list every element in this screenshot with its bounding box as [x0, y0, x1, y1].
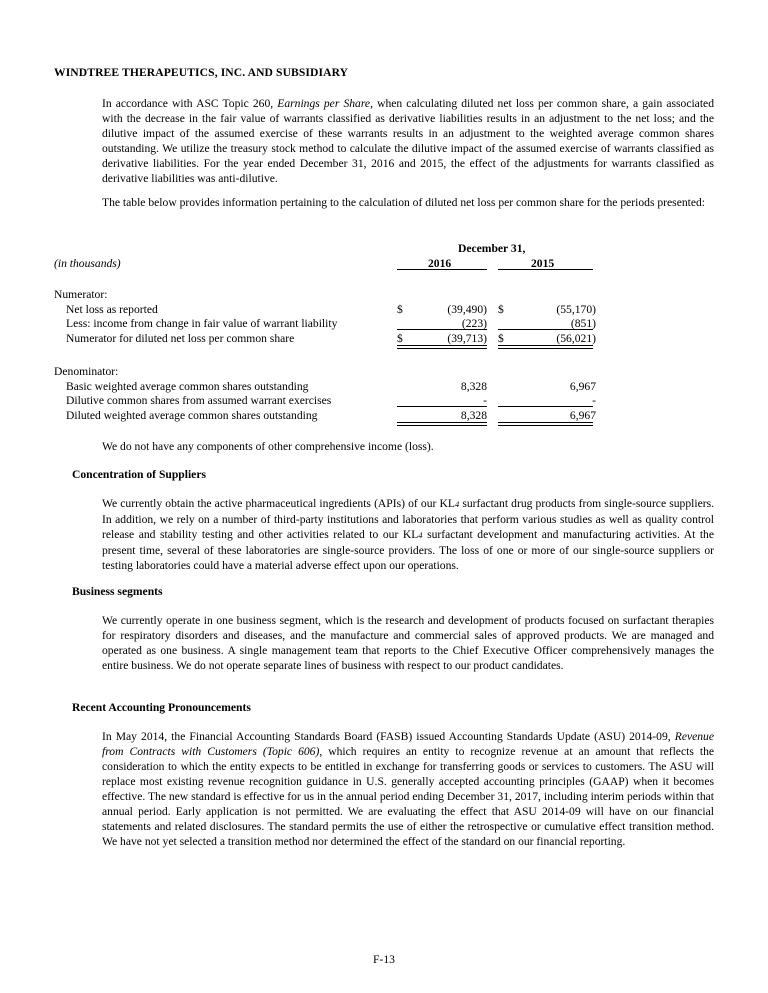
kl4-subscript: 4: [418, 530, 423, 540]
value-2015: (56,021): [556, 332, 596, 345]
suppliers-text-cont: surfactant drug products from single-source suppliers. In addition, we rely on a number of third-party institutions and laboratories that perform various studies as well as quality control release and stability testing and other activities related to our KL: [102, 497, 714, 541]
value-2015: (55,170): [556, 303, 596, 316]
total-double-line: [498, 345, 593, 349]
row-label: Diluted weighted average common shares outstanding: [66, 409, 318, 422]
row-label: Numerator for diluted net loss per common share: [66, 332, 295, 345]
total-double-line: [498, 422, 593, 426]
col-2015-header: 2015: [531, 257, 555, 270]
col-2016-underline: [397, 269, 487, 270]
total-double-line: [397, 422, 487, 426]
subtotal-line: [397, 406, 487, 407]
col-2016-header: 2016: [428, 257, 452, 270]
eps-paragraph-text: In accordance with ASC Topic 260,: [102, 97, 278, 110]
value-2015: -: [592, 394, 596, 407]
value-2016: (39,490): [447, 303, 487, 316]
suppliers-paragraph: [102, 496, 714, 573]
eps-paragraph-text-cont: when calculating diluted net loss per common share, a gain associated with the decrease in the fair value of warrants classified as derivative liabilities results in an adjustment to the net loss; and the dilutive impact of the assumed exercise of these warrants results in an adjustment to the weighted average common shares outstanding. We utilize the treasury stock method to calculate the dilutive impact of the assumed exercise of warrants classified as derivative liabilities. For the year ended December 31, 2016 and 2015, the effect of the adjustments for warrants classified as derivative liabilities was anti-dilutive.: [102, 97, 714, 185]
total-double-line: [397, 345, 487, 349]
currency-sign: $: [498, 303, 504, 316]
subtotal-line: [498, 329, 593, 330]
pronouncements-heading: Recent Accounting Pronouncements: [72, 701, 251, 714]
value-2016: 8,328: [460, 409, 487, 422]
period-header: December 31,: [458, 242, 526, 255]
subtotal-line: [397, 329, 487, 330]
table-intro-paragraph: The table below provides information pertaining to the calculation of diluted net loss per common share for the periods presented:: [102, 196, 706, 209]
pronouncements-text-cont: , which requires an entity to recognize revenue at an amount that reflects the consideration to which the entity expects to be entitled in exchange for transferring goods or services to customers. The ASU will replace most existing revenue recognition guidance in U.S. generally accepted accounting principles (GAAP) when it becomes effective. The new standard is effective for us in the annual period ending December 31, 2017, including interim periods within that annual period. Early application is not permitted. We are evaluating the effect that ASU 2014-09 will have on our financial statements and related disclosures. The standard permits the use of either the retrospective or cumulative effect transition method. We have not yet selected a transition method nor determined the effect of the standard on our financial reporting.: [102, 745, 715, 848]
segments-heading: Business segments: [72, 585, 163, 598]
comprehensive-income-paragraph: We do not have any components of other comprehensive income (loss).: [102, 440, 434, 453]
page-number: F-13: [373, 953, 395, 966]
value-2015: 6,967: [569, 409, 596, 422]
value-2016: 8,328: [460, 380, 487, 393]
subtotal-line: [498, 406, 593, 407]
denominator-label: Denominator:: [54, 365, 119, 378]
currency-sign: $: [498, 332, 504, 345]
currency-sign: $: [397, 303, 403, 316]
suppliers-text: We currently obtain the active pharmaceutical ingredients (APIs) of our KL: [102, 497, 455, 510]
topic-606-italic: Revenue from Contracts with Customers (Topic 606): [102, 730, 714, 758]
eps-topic-italic: Earnings per Share,: [277, 97, 373, 110]
value-2015: (851): [570, 317, 596, 330]
row-label: Net loss as reported: [66, 303, 158, 316]
numerator-label: Numerator:: [54, 288, 108, 301]
segments-paragraph: We currently operate in one business segment, which is the research and development of products focused on surfactant therapies for respiratory disorders and diseases, and the manufacture and commercial sales of approved products. We are managed and operated as one business. A single management team that reports to the Chief Executive Officer comprehensively manages the entire business. We do not operate separate lines of business with respect to our product candidates.: [102, 614, 714, 672]
pronouncements-text: In May 2014, the Financial Accounting Standards Board (FASB) issued Accounting Standards Update (ASU) 2014-09,: [102, 730, 675, 743]
col-2015-underline: [498, 269, 593, 270]
company-heading: WINDTREE THERAPEUTICS, INC. AND SUBSIDIARY: [54, 66, 349, 79]
row-label: Less: income from change in fair value of warrant liability: [66, 317, 338, 330]
currency-sign: $: [397, 332, 403, 345]
kl4-subscript: 4: [454, 499, 460, 509]
value-2016: (223): [461, 317, 487, 330]
units-label: (in thousands): [54, 257, 121, 270]
value-2016: (39,713): [447, 332, 487, 345]
pronouncements-paragraph: [102, 729, 714, 849]
value-2016: -: [483, 394, 487, 407]
row-label: Dilutive common shares from assumed warrant exercises: [66, 394, 332, 407]
eps-paragraph: [102, 96, 714, 186]
suppliers-heading: Concentration of Suppliers: [72, 468, 206, 481]
value-2015: 6,967: [569, 380, 596, 393]
suppliers-text-end: surfactant development and manufacturing activities. At the present time, several of these laboratories are single-source providers. The loss of one or more of our single-source suppliers or testing laboratories could have a material adverse effect upon our operations.: [102, 528, 714, 572]
row-label: Basic weighted average common shares outstanding: [66, 380, 309, 393]
